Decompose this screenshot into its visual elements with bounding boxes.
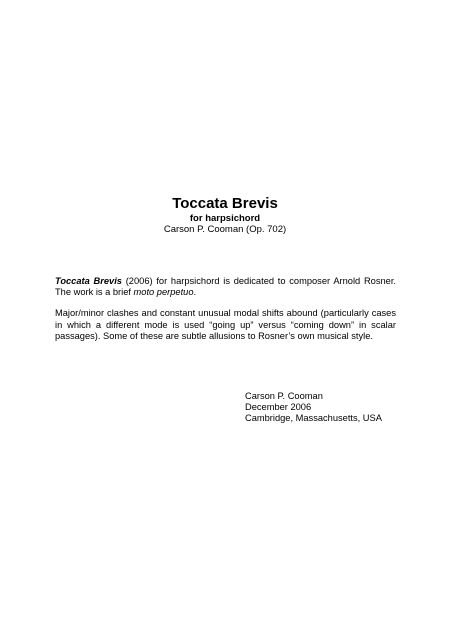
- notes-italic-term: moto perpetuo: [133, 287, 194, 298]
- page-title: Toccata Brevis: [172, 195, 278, 212]
- notes-paragraph-1: [55, 276, 396, 298]
- signature-name: Carson P. Cooman: [245, 391, 323, 401]
- notes-paragraph-2: Major/minor clashes and constant unusual modal shifts abound (particularly cases in which a different mode is used “going up” versus “coming down” in scalar passages). Some of these are subtle allusions to Rosner’s own musical style.: [55, 308, 396, 341]
- title-block: [0, 195, 450, 235]
- signature-place: Cambridge, Massachusetts, USA: [245, 413, 382, 424]
- signature-date: December 2006: [245, 402, 312, 413]
- program-notes: [55, 276, 396, 352]
- notes-paragraph-1-text-a: (2006) for harpsichord is dedicated to composer Arnold Rosner. The work is a brief: [55, 276, 396, 298]
- composer-line: Carson P. Cooman (Op. 702): [163, 224, 287, 235]
- work-title-inline: Toccata Brevis: [55, 276, 122, 286]
- page-subtitle: for harpsichord: [189, 213, 261, 224]
- signature-block: [245, 391, 382, 425]
- notes-paragraph-1-text-b: .: [193, 287, 197, 298]
